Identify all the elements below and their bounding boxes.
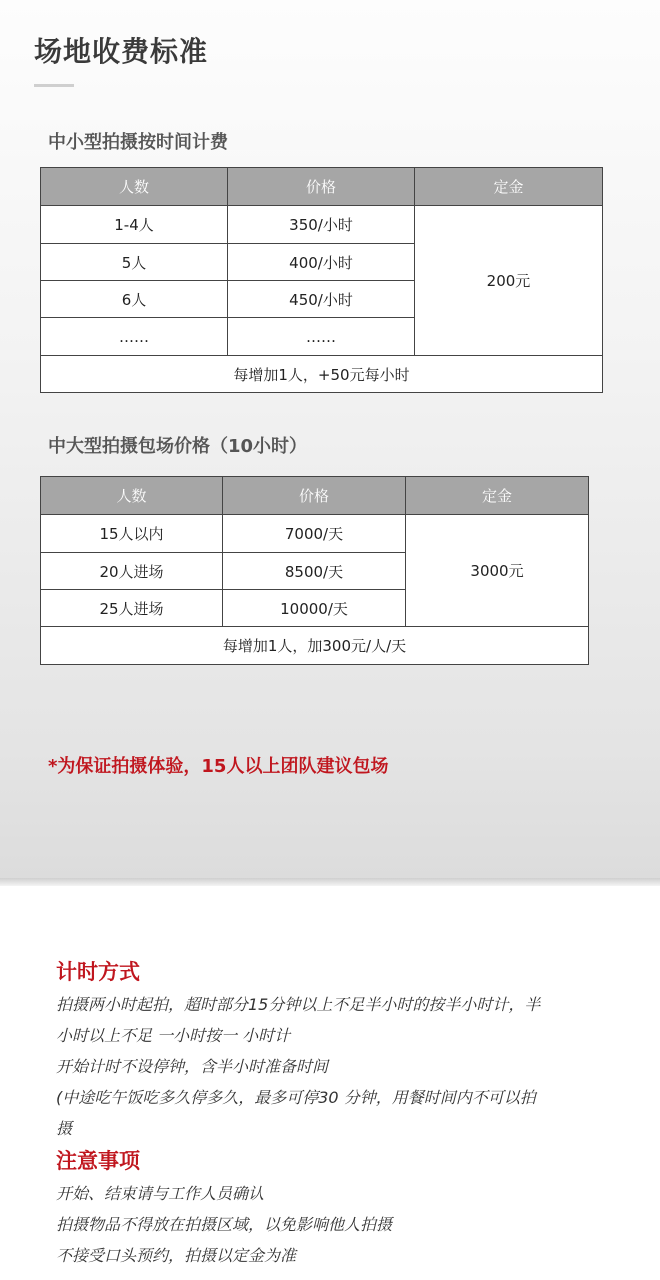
price-cell: 400/小时 bbox=[228, 244, 415, 281]
price-cell: 10000/天 bbox=[223, 590, 406, 627]
people-cell: 20人进场 bbox=[41, 553, 223, 590]
price-cell: 350/小时 bbox=[228, 206, 415, 244]
header-people: 人数 bbox=[41, 168, 228, 206]
people-cell: 5人 bbox=[41, 244, 228, 281]
people-cell: 25人进场 bbox=[41, 590, 223, 627]
timing-line: 摄 bbox=[56, 1119, 73, 1138]
timing-line: (中途吃午饭吃多久停多久，最多可停30 分钟，用餐时间内不可以拍 bbox=[56, 1088, 536, 1107]
notice-title: 注意事项 bbox=[56, 1149, 140, 1173]
page-title: 场地收费标准 bbox=[34, 35, 209, 68]
people-cell: 6人 bbox=[41, 281, 228, 318]
deposit-cell: 3000元 bbox=[406, 515, 589, 627]
header-people: 人数 bbox=[41, 477, 223, 515]
section-divider bbox=[0, 878, 660, 886]
header-deposit: 定金 bbox=[415, 168, 603, 206]
price-cell: 8500/天 bbox=[223, 553, 406, 590]
title-underline bbox=[34, 84, 74, 87]
price-cell: 450/小时 bbox=[228, 281, 415, 318]
notice-line: 开始、结束请与工作人员确认 bbox=[56, 1184, 265, 1203]
package-price-table bbox=[40, 476, 589, 665]
deposit-cell: 200元 bbox=[415, 206, 603, 356]
timing-line: 开始计时不设停钟，含半小时准备时间 bbox=[56, 1057, 329, 1076]
section1-title: 中小型拍摄按时间计费 bbox=[48, 132, 228, 153]
timing-line: 拍摄两小时起拍，超时部分15分钟以上不足半小时的按半小时计，半 bbox=[56, 995, 541, 1014]
hourly-price-table bbox=[40, 167, 603, 393]
people-cell: …… bbox=[41, 318, 228, 356]
notice-line: 拍摄物品不得放在拍摄区域，以免影响他人拍摄 bbox=[56, 1215, 393, 1234]
rules-section bbox=[56, 955, 596, 1271]
table-footer: 每增加1人，加300元/人/天 bbox=[41, 627, 589, 665]
people-cell: 1-4人 bbox=[41, 206, 228, 244]
price-cell: …… bbox=[228, 318, 415, 356]
header-deposit: 定金 bbox=[406, 477, 589, 515]
table-footer: 每增加1人，+50元每小时 bbox=[41, 356, 603, 393]
people-cell: 15人以内 bbox=[41, 515, 223, 553]
header-price: 价格 bbox=[228, 168, 415, 206]
notice-line: 不接受口头预约，拍摄以定金为准 bbox=[56, 1246, 297, 1265]
timing-line: 小时以上不足 一小时按一 小时计 bbox=[56, 1026, 291, 1045]
booking-note: *为保证拍摄体验，15人以上团队建议包场 bbox=[48, 756, 389, 777]
header-price: 价格 bbox=[223, 477, 406, 515]
section2-title: 中大型拍摄包场价格（10小时） bbox=[48, 436, 308, 457]
timing-title: 计时方式 bbox=[56, 960, 140, 984]
price-cell: 7000/天 bbox=[223, 515, 406, 553]
